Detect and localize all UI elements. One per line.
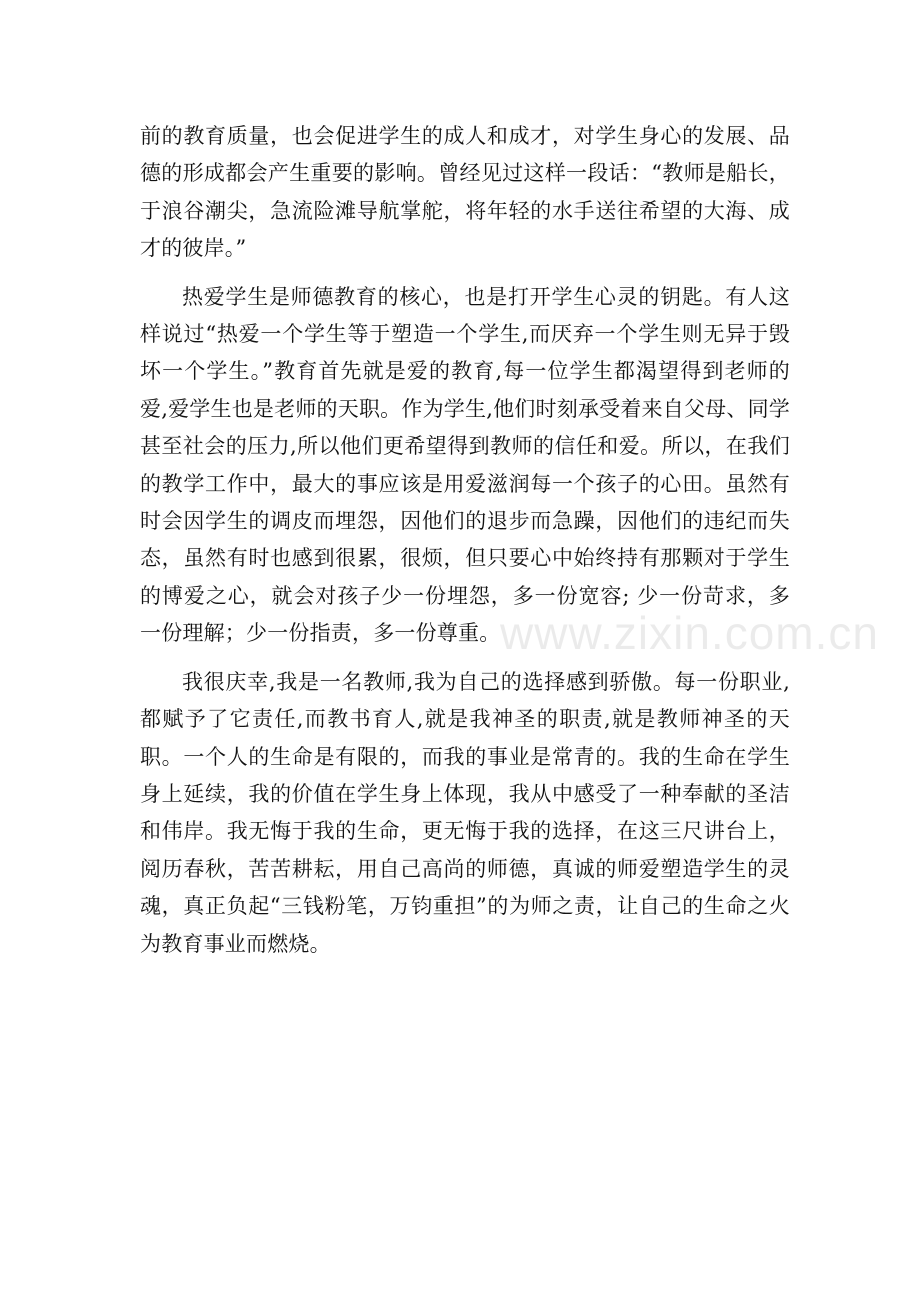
paragraph-teacher-pride: 我很庆幸,我是一名教师,我为自己的选择感到骄傲。每一份职业,都赋予了它责任,而教书育人,就是我神圣的职责,就是教师神圣的天职。一个人的生命是有限的，而我的事业是常青的。我的生命在学生身上延续，我的价值在学生身上体现，我从中感受了一种奉献的圣洁和伟岸。我无悔于我的生命，更无悔于我的选择，在这三尺讲台上，阅历春秋，苦苦耕耘，用自己高尚的师德，真诚的师爱塑造学生的灵魂，真正负起“三钱粉笔，万钧重担”的为师之责，让自己的生命之火为教育事业而燃烧。 bbox=[140, 669, 790, 956]
site-watermark: www.zixin.com.cn bbox=[500, 607, 879, 659]
paragraph-continuation: 前的教育质量，也会促进学生的成人和成才，对学生身心的发展、品德的形成都会产生重要的影响。曾经见过这样一段话：“教师是船长，于浪谷潮尖，急流险滩导航掌舵，将年轻的水手送往希望的大海、成才的彼岸。” bbox=[140, 124, 790, 261]
document-body bbox=[140, 118, 790, 963]
paragraph-love-students: 热爱学生是师德教育的核心，也是打开学生心灵的钥匙。有人这样说过“热爱一个学生等于塑造一个学生,而厌弃一个学生则无异于毁坏一个学生。”教育首先就是爱的教育,每一位学生都渴望得到老师的爱,爱学生也是老师的天职。作为学生,他们时刻承受着来自父母、同学甚至社会的压力,所以他们更希望得到教师的信任和爱。所以，在我们的教学工作中，最大的事应该是用爱滋润每一个孩子的心田。虽然有时会因学生的调皮而埋怨，因他们的退步而急躁，因他们的违纪而失态，虽然有时也感到很累，很烦，但只要心中始终持有那颗对于学生的博爱之心，就会对孩子少一份埋怨，多一份宽容; 少一份苛求，多一份理解；少一份指责，多一份尊重。 bbox=[140, 284, 790, 646]
